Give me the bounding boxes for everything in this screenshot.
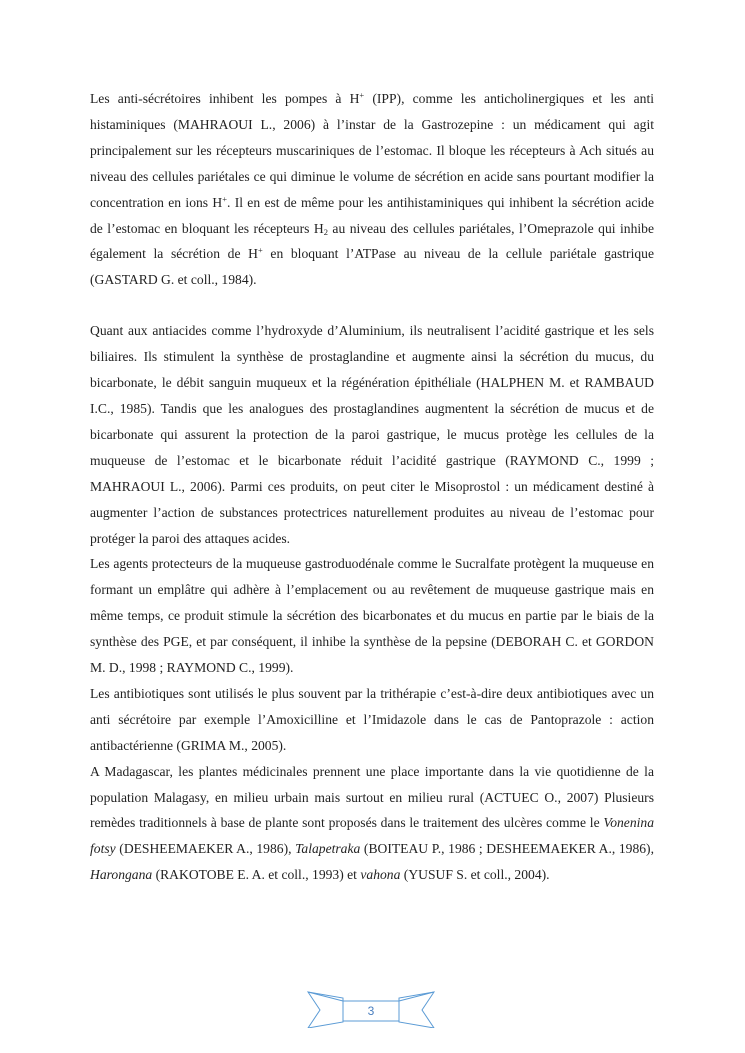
- text-run: Les antibiotiques sont utilisés le plus souvent par la trithérapie c’est-à-dire deux antibiotiques avec un anti sécrétoire par exemple l’Amoxicilline et l’Imidazole dans le cas de Pantoprazole : action antibactérienne (GRIMA M., 2005).: [90, 685, 654, 753]
- paragraph: [90, 318, 654, 551]
- superscript: +: [257, 245, 263, 256]
- text-run: (RAKOTOBE E. A. et coll., 1993) et: [152, 867, 361, 883]
- text-run: Quant aux antiacides comme l’hydroxyde d’Aluminium, ils neutralisent l’acidité gastrique et les sels biliaires. Ils stimulent la synthèse de prostaglandine et augmente ainsi la sécrétion du mucus, du bicarbonate, le débit sanguin muqueux et la régénération épithéliale (HALPHEN M. et RAMBAUD I.C., 1985). Tandis que les analogues des prostaglandines augmentent la sécrétion de mucus et de bicarbonate qui assurent la protection de la paroi gastrique, le mucus protège les cellules de la muqueuse de l’estomac et le bicarbonate réduit l’acidité gastrique (RAYMOND C., 1999 ; MAHRAOUI L., 2006). Parmi ces produits, on peut citer le Misoprostol : un médicament destiné à augmenter l’action de substances protectrices naturellement produites au niveau de l’estomac pour protéger la paroi des attaques acides.: [90, 323, 654, 546]
- text-run: Les anti-sécrétoires inhibent les pompes à H: [90, 91, 360, 106]
- text-run: . Il en est de même pour les antihistaminiques qui inhibent la sécrétion acide de l’estomac en bloquant les récepteurs H: [90, 194, 655, 236]
- text-run: A Madagascar, les plantes médicinales prennent une place importante dans la vie quotidienne de la population Malagasy, en milieu urbain mais surtout en milieu rural (ACTUEC O., 2007) Plusieurs remèdes traditionnels à base de plante sont proposés dans le traitement des ulcères comme le: [90, 763, 654, 831]
- text-run: Les agents protecteurs de la muqueuse gastroduodénale comme le Sucralfate protègent la muqueuse en formant un emplâtre qui adhère à l’emplacement ou au revêtement de muqueuse gastrique mais en même temps, ce produit stimule la sécrétion des bicarbonates et du mucus en partie par le biais de la synthèse des PGE, et par conséquent, il inhibe la synthèse de la pepsine (DEBORAH C. et GORDON M. D., 1998 ; RAYMOND C., 1999).: [90, 556, 654, 676]
- paragraph: [90, 86, 654, 293]
- superscript: +: [222, 193, 227, 204]
- italic-plant-name: vahona: [360, 867, 401, 883]
- paragraph: [90, 551, 654, 681]
- paragraph: [90, 759, 654, 889]
- superscript: +: [359, 90, 365, 100]
- text-run: (DESHEEMAEKER A., 1986),: [115, 841, 296, 857]
- text-run: en bloquant l’ATPase au niveau de la cellule pariétale gastrique (GASTARD G. et coll., 1984).: [90, 246, 654, 288]
- text-run: (BOITEAU P., 1986 ; DESHEEMAEKER A., 1986),: [360, 841, 654, 857]
- page-number: 3: [367, 1004, 375, 1018]
- text-run: (YUSUF S. et coll., 2004).: [400, 867, 550, 883]
- text-run: au niveau des cellules pariétales, l’Omeprazole qui inhibe également la sécrétion de H: [90, 220, 654, 262]
- italic-plant-name: Vonenina fotsy: [90, 815, 654, 857]
- body-text: [90, 86, 654, 888]
- page-number-ribbon: [306, 988, 436, 1028]
- italic-plant-name: Harongana: [90, 867, 153, 883]
- italic-plant-name: Talapetraka: [295, 841, 361, 857]
- paragraph-spacer: [90, 293, 654, 318]
- paragraph: [90, 681, 654, 759]
- text-run: (IPP), comme les anticholinergiques et les anti histaminiques (MAHRAOUI L., 2006) à l’instar de la Gastrozepine : un médicament qui agit principalement sur les récepteurs muscariniques de l’estomac. Il bloque les récepteurs à Ach situés au niveau des cellules pariétales ce qui diminue le volume de sécrétion en acide sans pourtant modifier la concentration en ions H: [90, 91, 654, 210]
- subscript: 2: [323, 226, 328, 237]
